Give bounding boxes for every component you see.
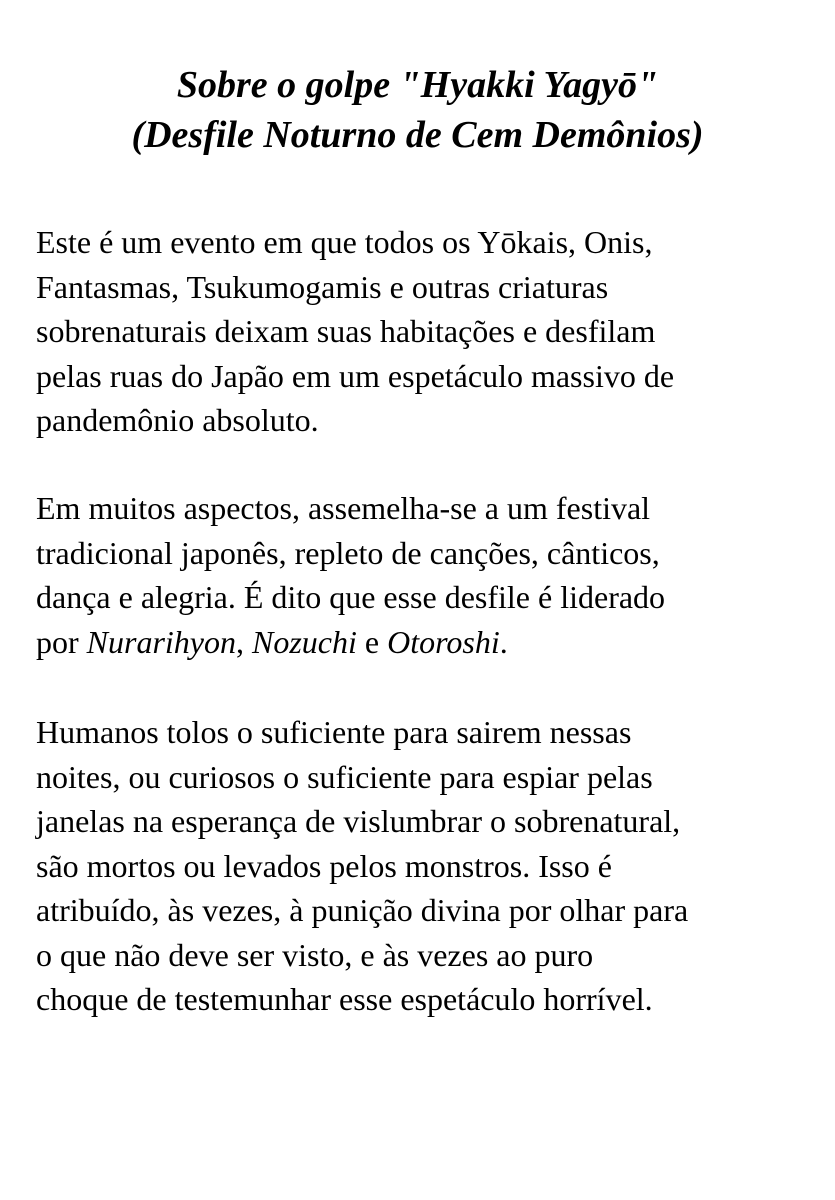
- paragraph-3-line-4: são mortos ou levados pelos monstros. Isso é: [36, 847, 612, 884]
- paragraph-3-line-6: o que não deve ser visto, e às vezes ao puro: [36, 936, 594, 973]
- paragraph-3-line-3: janelas na esperança de vislumbrar o sobrenatural,: [36, 803, 681, 839]
- paragraph-1-line-5: pandemônio absoluto.: [36, 402, 319, 438]
- paragraph-2-line-2: tradicional japonês, repleto de canções, cânticos,: [36, 534, 660, 571]
- paragraph-1-line-1: Este é um evento em que todos os Yōkais, Onis,: [36, 224, 653, 260]
- paragraph-3-line-1: Humanos tolos o suficiente para sairem nessas: [36, 714, 632, 750]
- title-line-1: Sobre o golpe "Hyakki Yagyō": [176, 64, 659, 106]
- paragraph-2-line-1: Em muitos aspectos, assemelha-se a um festival: [36, 490, 651, 526]
- leader-nozuchi: Nozuchi: [252, 623, 357, 660]
- paragraph-3-line-7: choque de testemunhar esse espetáculo horrível.: [36, 981, 653, 1017]
- paragraph-2-line-3: dança e alegria. É dito que esse desfile é liderado: [36, 579, 666, 615]
- leader-nurarihyon: Nurarihyon: [86, 623, 236, 660]
- paragraph-2-line-4: [36, 620, 806, 665]
- paragraph-3-line-2: noites, ou curiosos o suficiente para espiar pelas: [36, 758, 653, 795]
- title-line-2: (Desfile Noturno de Cem Demônios): [131, 114, 704, 156]
- paragraph-1-line-3: sobrenaturais deixam suas habitações e desfilam: [36, 313, 656, 349]
- page-title: [0, 60, 835, 160]
- leader-otoroshi: Otoroshi: [387, 623, 500, 660]
- line-4-prefix: por: [36, 623, 87, 660]
- paragraph-2: [36, 486, 806, 664]
- paragraph-1-line-4: pelas ruas do Japão em um espetáculo massivo de: [36, 357, 675, 394]
- separator-2: e: [356, 623, 388, 660]
- paragraph-1-line-2: Fantasmas, Tsukumogamis e outras criaturas: [36, 268, 609, 305]
- line-4-suffix: .: [499, 623, 508, 660]
- paragraph-3-line-5: atribuído, às vezes, à punição divina por olhar para: [36, 892, 689, 928]
- paragraph-3: [36, 710, 806, 1022]
- separator-1: ,: [236, 623, 252, 660]
- paragraph-1: [36, 220, 806, 443]
